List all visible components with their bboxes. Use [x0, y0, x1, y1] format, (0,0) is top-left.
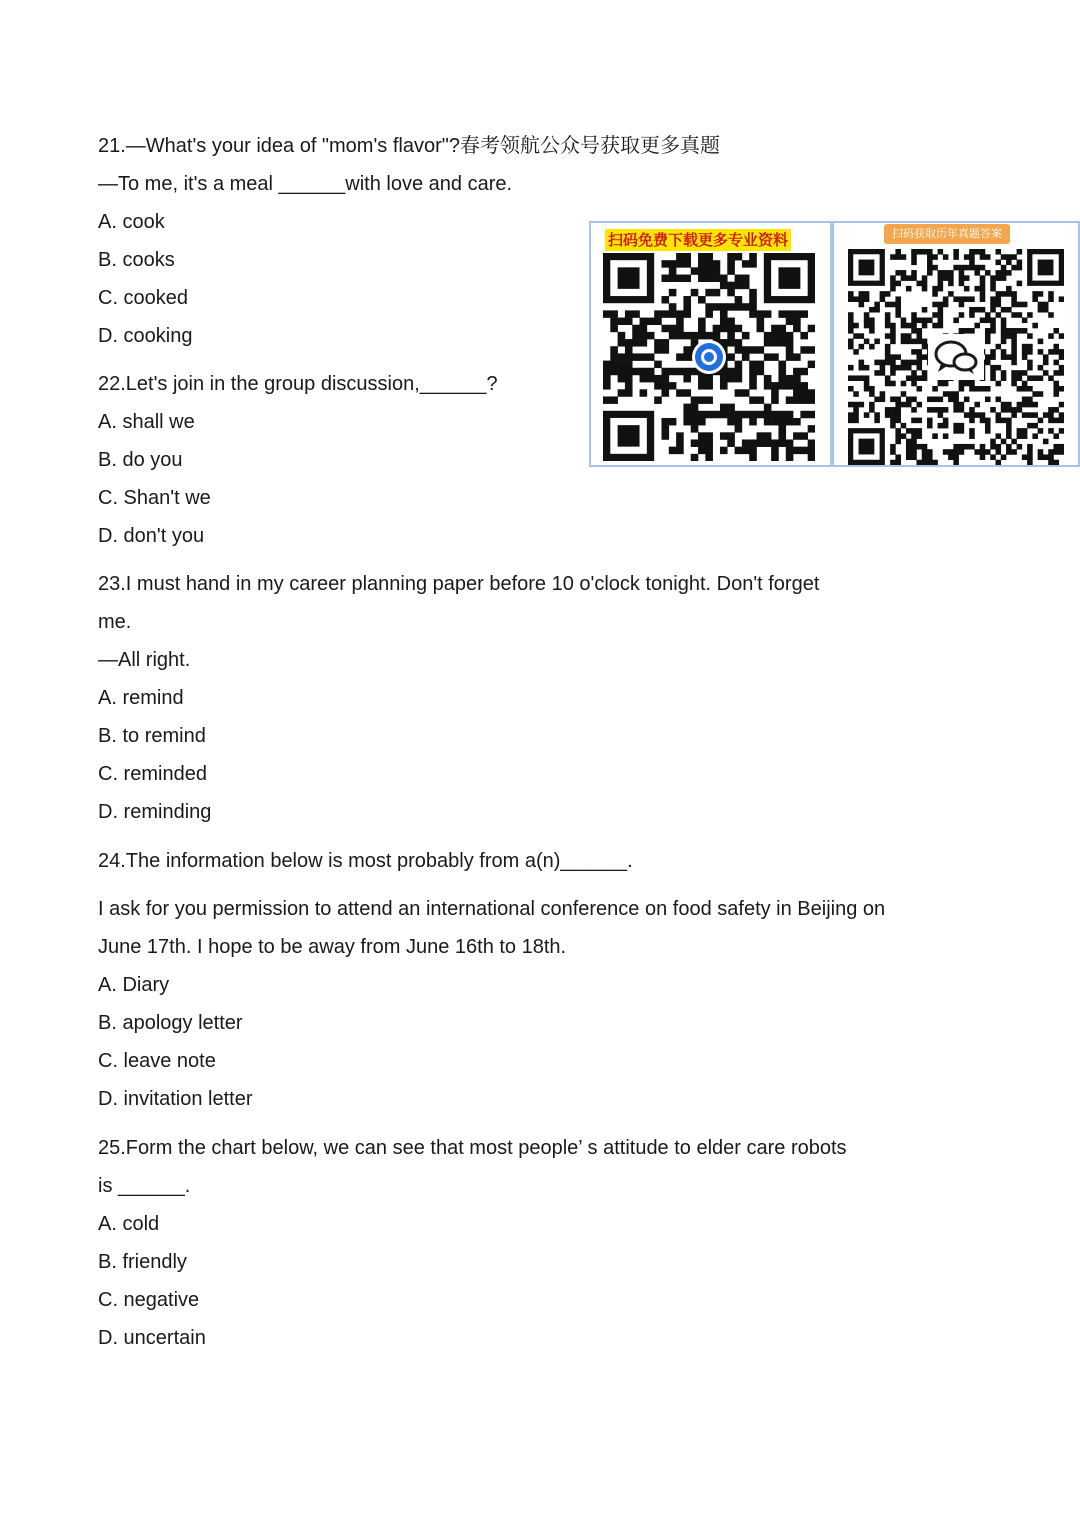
question-24-passage: June 17th. I hope to be away from June 16th to 18th. — [98, 936, 567, 958]
wechat-icon — [928, 334, 984, 380]
question-23-option-c: C. reminded — [98, 763, 207, 785]
question-21-option-c: C. cooked — [98, 287, 189, 309]
question-23-option-a: A. remind — [98, 687, 184, 709]
question-21-stem: 21.—What's your idea of "mom's flavor"?春考领航公众号获取更多真题 — [98, 135, 720, 157]
question-21-option-b: B. cooks — [98, 249, 175, 271]
question-22-option-a: A. shall we — [98, 411, 195, 433]
question-22-option-b: B. do you — [98, 449, 183, 471]
question-24-stem: 24.The information below is most probably from a(n)______. — [98, 850, 633, 872]
question-21-stem: —To me, it's a meal ______with love and care. — [98, 173, 513, 195]
question-23-stem: 23.I must hand in my career planning paper before 10 o'clock tonight. Don't forget — [98, 573, 820, 595]
question-24-option-c: C. leave note — [98, 1050, 216, 1072]
qr-panel-answers — [832, 221, 1080, 467]
question-25-option-c: C. negative — [98, 1289, 200, 1311]
question-25-option-d: D. uncertain — [98, 1327, 206, 1349]
qr-panel-download — [589, 221, 832, 467]
question-24-option-a: A. Diary — [98, 974, 170, 996]
question-23-option-b: B. to remind — [98, 725, 206, 747]
qr-banner-download: 扫码免费下载更多专业资料 — [605, 229, 791, 251]
question-22-option-d: D. don't you — [98, 525, 205, 547]
qr-banner-answers: 扫码获取历年真题答案 — [884, 224, 1010, 244]
question-24-option-d: D. invitation letter — [98, 1088, 253, 1110]
question-22-stem: 22.Let's join in the group discussion,______? — [98, 373, 498, 395]
question-25-option-a: A. cold — [98, 1213, 160, 1235]
question-21-option-d: D. cooking — [98, 325, 193, 347]
question-25-option-b: B. friendly — [98, 1251, 187, 1273]
question-24-option-b: B. apology letter — [98, 1012, 243, 1034]
question-25-stem: 25.Form the chart below, we can see that most people’ s attitude to elder care robots — [98, 1137, 847, 1159]
question-23-stem: me. — [98, 611, 132, 633]
app-logo-icon — [692, 340, 726, 374]
question-24-passage: I ask for you permission to attend an international conference on food safety in Beijing on — [98, 898, 886, 920]
question-22-option-c: C. Shan't we — [98, 487, 211, 509]
question-21-option-a: A. cook — [98, 211, 165, 233]
question-23-stem: —All right. — [98, 649, 191, 671]
qr-code-icon[interactable] — [848, 249, 1064, 465]
qr-code-icon[interactable] — [603, 253, 815, 461]
question-25-stem: is ______. — [98, 1175, 191, 1197]
question-23-option-d: D. reminding — [98, 801, 212, 823]
